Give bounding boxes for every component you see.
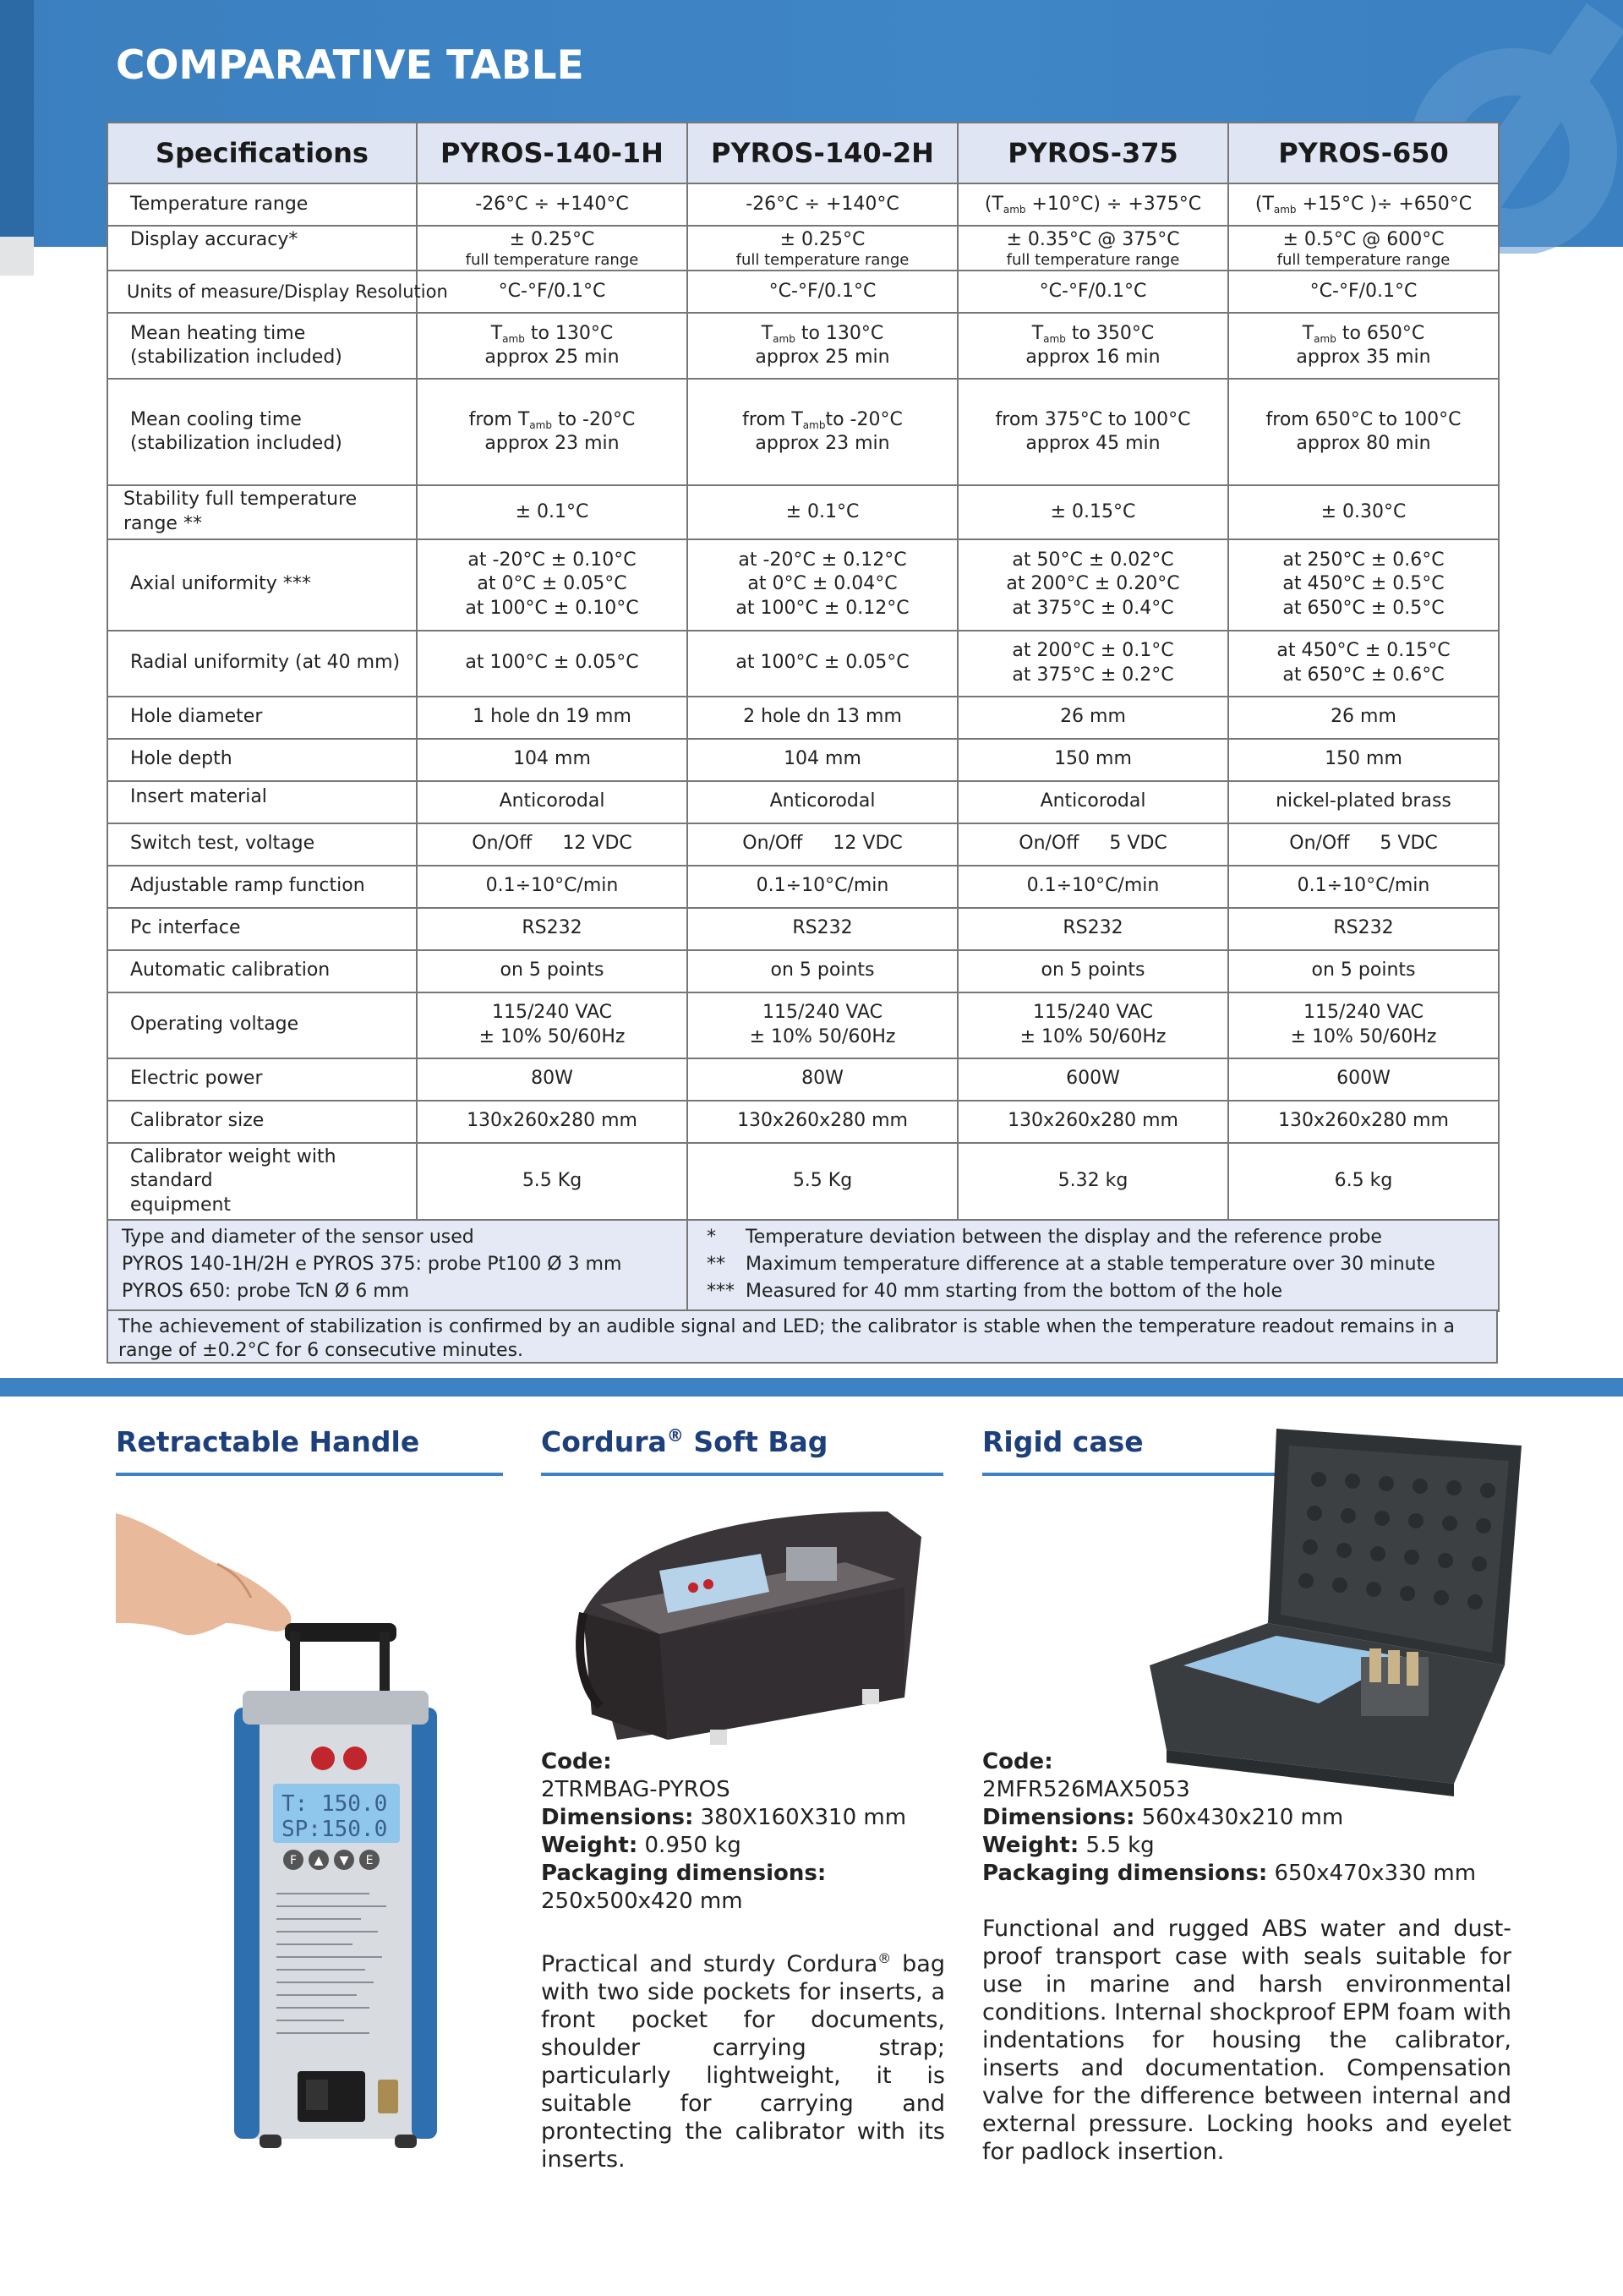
row-label: Electric power xyxy=(107,1058,417,1101)
row-label: Temperature range xyxy=(107,183,417,226)
section-rule-soft-bag xyxy=(541,1473,943,1476)
table-cell: On/Off 5 VDC xyxy=(958,823,1228,866)
table-cell: 150 mm xyxy=(1228,739,1499,781)
table-cell: 150 mm xyxy=(958,739,1228,781)
nav-button-down: ▼ xyxy=(339,1854,349,1867)
rigid-case-description: Functional and rugged ABS water and dust-proof transport case with seals suitable for use in marine and harsh environmental conditions. Internal shockproof EPM foam with indentations for housing the calibrator, inserts and documentation. Compensation valve for the difference between internal and external pressure. Locking hooks and eyelet for padlock insertion. xyxy=(982,1916,1511,2165)
table-row xyxy=(107,781,1499,823)
column-header: Specifications xyxy=(107,123,417,183)
table-cell: 115/240 VAC ± 10% 50/60Hz xyxy=(1228,992,1499,1058)
column-header: PYROS-375 xyxy=(958,123,1228,183)
table-cell: at 200°C ± 0.1°C at 375°C ± 0.2°C xyxy=(958,631,1228,697)
table-cell: °C-°F/0.1°C xyxy=(687,271,958,313)
column-header: PYROS-140-2H xyxy=(687,123,958,183)
row-label: Calibrator size xyxy=(107,1101,417,1143)
edge-tab xyxy=(0,0,34,237)
table-cell: from $T_{amb}to$ -20°C approx 23 min xyxy=(687,379,958,485)
table-cell: from $T_{amb}$ to -20°C approx 23 min xyxy=(417,379,687,485)
table-cell: ± 0.15°C xyxy=(958,485,1228,538)
table-cell: °C-°F/0.1°C xyxy=(1228,271,1499,313)
table-cell: 600W xyxy=(958,1058,1228,1101)
row-label: Hole diameter xyxy=(107,697,417,739)
table-row xyxy=(107,739,1499,781)
row-label: Mean heating time (stabilization included) xyxy=(107,313,417,379)
table-row xyxy=(107,950,1499,992)
table-cell: 115/240 VAC ± 10% 50/60Hz xyxy=(417,992,687,1058)
table-cell: On/Off 12 VDC xyxy=(687,823,958,866)
table-cell: 115/240 VAC ± 10% 50/60Hz xyxy=(687,992,958,1058)
table-cell: ± 0.25°C full temperature range xyxy=(417,226,687,271)
table-cell: at 100°C ± 0.05°C xyxy=(687,631,958,697)
table-cell: On/Off 12 VDC xyxy=(417,823,687,866)
section-title-rigid-case: Rigid case xyxy=(982,1425,1144,1458)
soft-bag-description: Practical and sturdy Cordura® bag with two side pockets for inserts, a front pocket for documents, shoulder carrying strap; particularly lightweight, it is suitable for carrying and prontecting the calibrator with its inserts. xyxy=(541,1950,945,2173)
table-row xyxy=(107,183,1499,226)
table-cell: -26°C ÷ +140°C xyxy=(687,183,958,226)
table-cell: on 5 points xyxy=(687,950,958,992)
table-cell: 0.1÷10°C/min xyxy=(417,866,687,908)
table-cell: 600W xyxy=(1228,1058,1499,1101)
table-cell: -26°C ÷ +140°C xyxy=(417,183,687,226)
display-setpoint: SP:150.0 xyxy=(281,1817,388,1842)
table-cell: $T_{amb}$ to 130°C approx 25 min xyxy=(417,313,687,379)
table-cell: 104 mm xyxy=(417,739,687,781)
row-label: Axial uniformity *** xyxy=(107,539,417,631)
table-cell: 130x260x280 mm xyxy=(958,1101,1228,1143)
table-cell: at 250°C ± 0.6°C at 450°C ± 0.5°C at 650°C ± 0.5°C xyxy=(1228,539,1499,631)
table-cell: on 5 points xyxy=(1228,950,1499,992)
table-cell: on 5 points xyxy=(417,950,687,992)
table-cell: 5.5 Kg xyxy=(687,1143,958,1221)
section-rule-handle xyxy=(116,1473,503,1476)
page-title: COMPARATIVE TABLE xyxy=(116,42,584,89)
table-cell: $(T_{amb} +10^\circ C) \div +375^\circ C$ xyxy=(958,183,1228,226)
column-header: PYROS-650 xyxy=(1228,123,1499,183)
row-label: Insert material xyxy=(107,781,417,823)
row-label: Radial uniformity (at 40 mm) xyxy=(107,631,417,697)
row-label: Adjustable ramp function xyxy=(107,866,417,908)
table-cell: $T_{amb}$ to 650°C approx 35 min xyxy=(1228,313,1499,379)
table-row xyxy=(107,992,1499,1058)
table-cell: Anticorodal xyxy=(687,781,958,823)
table-footer-row xyxy=(107,1220,1499,1311)
table-cell: at -20°C ± 0.12°C at 0°C ± 0.04°C at 100°C ± 0.12°C xyxy=(687,539,958,631)
table-cell: 0.1÷10°C/min xyxy=(958,866,1228,908)
nav-button-e: E xyxy=(365,1854,374,1867)
table-cell: from 375°C to 100°C approx 45 min xyxy=(958,379,1228,485)
section-divider-band xyxy=(0,1378,1623,1397)
section-title-handle: Retractable Handle xyxy=(116,1425,420,1458)
table-cell: °C-°F/0.1°C xyxy=(417,271,687,313)
table-cell: 80W xyxy=(417,1058,687,1101)
table-row xyxy=(107,866,1499,908)
row-label: Calibrator weight with standard equipment xyxy=(107,1143,417,1221)
table-cell: 2 hole dn 13 mm xyxy=(687,697,958,739)
column-header: PYROS-140-1H xyxy=(417,123,687,183)
table-cell: ± 0.30°C xyxy=(1228,485,1499,538)
table-row xyxy=(107,485,1499,538)
asterisk-footnotes: * Temperature deviation between the display and the reference probe ** Maximum temperature difference at a stable temperature over 30 minute *** Measured for 40 mm starting from the bottom of the hole xyxy=(687,1220,1499,1311)
row-label: Operating voltage xyxy=(107,992,417,1058)
table-cell: 26 mm xyxy=(1228,697,1499,739)
table-cell: at 450°C ± 0.15°C at 650°C ± 0.6°C xyxy=(1228,631,1499,697)
table-row xyxy=(107,823,1499,866)
table-cell: from 650°C to 100°C approx 80 min xyxy=(1228,379,1499,485)
table-row xyxy=(107,1058,1499,1101)
table-cell: $T_{amb}$ to 130°C approx 25 min xyxy=(687,313,958,379)
table-cell: 26 mm xyxy=(958,697,1228,739)
stabilization-note: The achievement of stabilization is confirmed by an audible signal and LED; the calibrator is stable when the temperature readout remains in a range of ±0.2°C for 6 consecutive minutes. xyxy=(107,1309,1498,1364)
table-cell: RS232 xyxy=(1228,908,1499,950)
rigid-case-details: Code: 2MFR526MAX5053 Dimensions: 560x430x210 mm Weight: 5.5 kg Packaging dimensions: 650x470x330 mm xyxy=(982,1749,1477,1886)
row-label: Display accuracy* xyxy=(107,226,417,271)
table-cell: ± 0.35°C @ 375°C full temperature range xyxy=(958,226,1228,271)
row-label: Stability full temperature range ** xyxy=(107,485,417,538)
table-row xyxy=(107,539,1499,631)
table-cell: at 50°C ± 0.02°C at 200°C ± 0.20°C at 375°C ± 0.4°C xyxy=(958,539,1228,631)
nav-button-up: ▲ xyxy=(314,1854,324,1867)
table-cell: 130x260x280 mm xyxy=(1228,1101,1499,1143)
table-cell: nickel-plated brass xyxy=(1228,781,1499,823)
table-cell: RS232 xyxy=(687,908,958,950)
table-row xyxy=(107,908,1499,950)
table-cell: ± 0.1°C xyxy=(417,485,687,538)
table-cell: 5.32 kg xyxy=(958,1143,1228,1221)
row-label: Hole depth xyxy=(107,739,417,781)
row-label: Switch test, voltage xyxy=(107,823,417,866)
table-cell: 5.5 Kg xyxy=(417,1143,687,1221)
row-label: Units of measure/Display Resolution xyxy=(107,271,417,313)
table-cell: 130x260x280 mm xyxy=(417,1101,687,1143)
table-cell: 0.1÷10°C/min xyxy=(687,866,958,908)
table-cell: RS232 xyxy=(417,908,687,950)
table-cell: at 100°C ± 0.05°C xyxy=(417,631,687,697)
table-cell: 0.1÷10°C/min xyxy=(1228,866,1499,908)
table-cell: ± 0.25°C full temperature range xyxy=(687,226,958,271)
nav-button-f: F xyxy=(289,1854,298,1867)
table-cell: °C-°F/0.1°C xyxy=(958,271,1228,313)
table-row xyxy=(107,1143,1499,1221)
table-cell: 130x260x280 mm xyxy=(687,1101,958,1143)
table-row xyxy=(107,697,1499,739)
section-title-soft-bag: Cordura® Soft Bag xyxy=(541,1425,828,1458)
calibrator-handle-photo xyxy=(116,1496,478,2156)
table-cell: on 5 points xyxy=(958,950,1228,992)
comparative-table xyxy=(107,122,1500,1312)
table-cell: Anticorodal xyxy=(417,781,687,823)
table-row xyxy=(107,313,1499,379)
display-temperature: T: 150.0 xyxy=(281,1791,388,1817)
row-label: Automatic calibration xyxy=(107,950,417,992)
table-cell: ± 0.5°C @ 600°C full temperature range xyxy=(1228,226,1499,271)
table-header-row xyxy=(107,123,1499,183)
rigid-case-photo xyxy=(1150,1412,1530,1801)
edge-tab-grey xyxy=(0,237,34,276)
table-cell: ($T_{amb} +15^\circ C$ )÷ +650°C xyxy=(1228,183,1499,226)
table-cell: 104 mm xyxy=(687,739,958,781)
table-cell: ± 0.1°C xyxy=(687,485,958,538)
table-row xyxy=(107,631,1499,697)
table-cell: 6.5 kg xyxy=(1228,1143,1499,1221)
table-row xyxy=(107,271,1499,313)
table-cell: On/Off 5 VDC xyxy=(1228,823,1499,866)
table-cell: RS232 xyxy=(958,908,1228,950)
table-row xyxy=(107,226,1499,271)
table-cell: 115/240 VAC ± 10% 50/60Hz xyxy=(958,992,1228,1058)
table-cell: 1 hole dn 19 mm xyxy=(417,697,687,739)
row-label: Mean cooling time (stabilization included) xyxy=(107,379,417,485)
table-cell: Anticorodal xyxy=(958,781,1228,823)
table-cell: at -20°C ± 0.10°C at 0°C ± 0.05°C at 100°C ± 0.10°C xyxy=(417,539,687,631)
table-cell: 80W xyxy=(687,1058,958,1101)
sensor-footnote: Type and diameter of the sensor used PYROS 140-1H/2H e PYROS 375: probe Pt100 Ø 3 mm PYROS 650: probe TcN Ø 6 mm xyxy=(107,1220,687,1311)
table-cell: $T_{amb}$ to 350°C approx 16 min xyxy=(958,313,1228,379)
soft-bag-details: Code: 2TRMBAG-PYROS Dimensions: 380X160X310 mm Weight: 0.950 kg Packaging dimensions: 250x500x420 mm xyxy=(541,1749,907,1914)
row-label: Pc interface xyxy=(107,908,417,950)
table-row xyxy=(107,1101,1499,1143)
table-row xyxy=(107,379,1499,485)
soft-bag-photo xyxy=(566,1486,930,1757)
